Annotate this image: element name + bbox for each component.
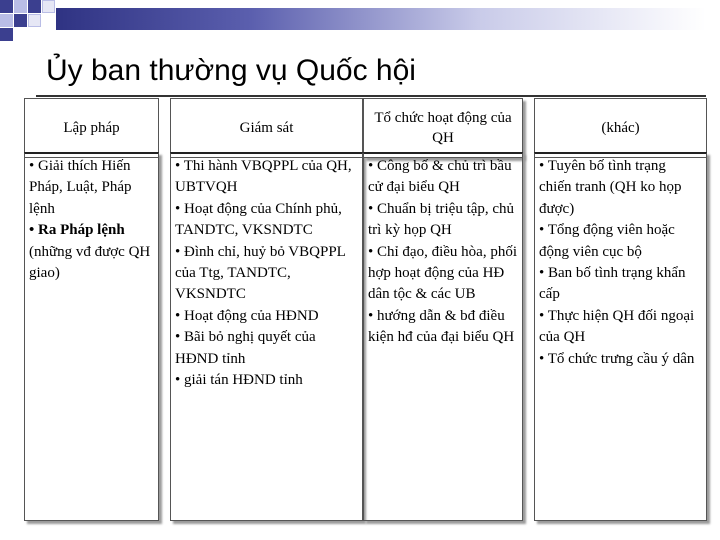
title-divider (36, 95, 706, 97)
list-item: • Tổ chức trưng cầu ý dân (539, 350, 695, 367)
list-item: • Giải thích Hiến Pháp, Luật, Pháp lệnh (29, 158, 132, 217)
list-item: • Thực hiện QH đối ngoại của QH (539, 307, 695, 346)
column-header: (khác) (534, 98, 707, 158)
list-item: • Tổng động viên hoặc động viên cục bộ (539, 222, 675, 260)
slide-title: Ủy ban thường vụ Quốc hội (46, 54, 416, 87)
list-item: • Chuẩn bị triệu tập, chủ trì kỳ họp QH (368, 200, 515, 239)
list-item: • Thi hành VBQPPL của QH, UBTVQH (175, 158, 352, 196)
column-header: Giám sát (170, 98, 363, 158)
list-item: • Tuyên bố tình trạng chiến tranh (QH ko họp được) (539, 158, 682, 217)
list-item: • Bãi bỏ nghị quyết của HĐND tỉnh (175, 329, 316, 367)
column-body (170, 152, 363, 521)
column-header: Lập pháp (24, 98, 159, 158)
list-item: • Đình chỉ, huỷ bỏ VBQPPL của Ttg, TANDTC, VKSNDTC (175, 243, 346, 303)
list-item: (những vđ được QH giao) (29, 243, 151, 282)
decorative-squares (0, 0, 60, 50)
column-body (363, 152, 523, 521)
list-item: • giải tán HĐND tỉnh (175, 372, 303, 389)
list-item: • hướng dẫn & bđ điều kiện hđ của đại biểu QH (368, 307, 515, 346)
column-body (534, 152, 707, 521)
list-item: • Hoạt động của Chính phủ, TANDTC, VKSNDTC (175, 200, 342, 239)
content-grid (24, 98, 707, 521)
list-item: • Ra Pháp lệnh (29, 222, 125, 239)
header-gradient-bar (56, 8, 706, 30)
list-item: • Ban bố tình trạng khẩn cấp (539, 265, 686, 303)
column-header: Tổ chức hoạt động của QH (363, 98, 523, 158)
list-item: • Chỉ đạo, điều hòa, phối hợp hoạt động của HĐ dân tộc & các UB (368, 243, 517, 303)
list-item: • Công bố & chủ trì bầu cử đại biểu QH (368, 158, 512, 196)
column-body (24, 152, 159, 521)
list-item: • Hoạt động của HĐND (175, 307, 319, 324)
